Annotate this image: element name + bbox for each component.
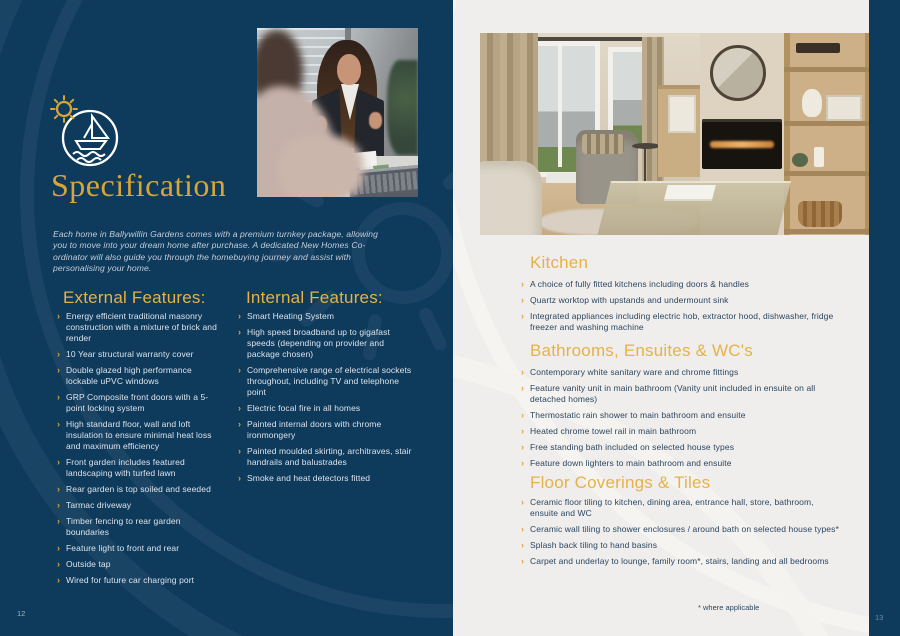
chevron-bullet-icon: ›	[521, 497, 524, 507]
chevron-bullet-icon: ›	[521, 311, 524, 321]
feature-text: High standard floor, wall and loft insulation to ensure minimal heat loss and maximum efficiency	[66, 419, 212, 451]
feature-item	[57, 349, 229, 360]
feature-item	[521, 524, 851, 535]
feature-text: Wired for future car charging port	[66, 575, 195, 585]
chevron-bullet-icon: ›	[57, 311, 60, 321]
coffee-table-books	[664, 185, 715, 199]
office-plant	[387, 60, 418, 155]
shelf	[784, 67, 869, 72]
feature-text: Comprehensive range of electrical sockets throughout, including TV and telephone point	[247, 365, 412, 397]
shelf-decor	[796, 43, 840, 53]
right-edge-band	[869, 0, 900, 636]
feature-item	[57, 559, 229, 570]
chevron-bullet-icon: ›	[57, 349, 60, 359]
feature-text: Feature down lighters to main bathroom and ensuite	[530, 458, 732, 468]
chevron-bullet-icon: ›	[57, 365, 60, 375]
feature-text: Thermostatic rain shower to main bathroom and ensuite	[530, 410, 746, 420]
internal-features-list	[238, 311, 418, 489]
feature-text: Feature vanity unit in main bathroom (Vanity unit included in ensuite on all detached homes)	[530, 383, 816, 404]
feature-text: Rear garden is top soiled and seeded	[66, 484, 211, 494]
feature-item	[57, 311, 229, 344]
feature-text: Outside tap	[66, 559, 111, 569]
chevron-bullet-icon: ›	[521, 367, 524, 377]
feature-text: Smart Heating System	[247, 311, 335, 321]
feature-text: Double glazed high performance lockable uPVC windows	[66, 365, 192, 386]
feature-item	[521, 367, 851, 378]
floor-coverings-heading: Floor Coverings & Tiles	[530, 473, 711, 492]
feature-item	[57, 500, 229, 511]
feature-item	[238, 473, 418, 484]
chevron-bullet-icon: ›	[238, 473, 241, 483]
floor-coverings-list	[521, 497, 851, 572]
feature-item	[57, 484, 229, 495]
feature-text: Quartz worktop with upstands and undermount sink	[530, 295, 729, 305]
feature-item	[521, 556, 851, 567]
chevron-bullet-icon: ›	[57, 392, 60, 402]
external-features-list	[57, 311, 229, 591]
feature-item	[521, 410, 851, 421]
feature-item	[521, 442, 851, 453]
feature-item	[238, 446, 418, 468]
sofa	[480, 161, 542, 235]
advisor-face	[337, 54, 361, 85]
chevron-bullet-icon: ›	[521, 426, 524, 436]
feature-item	[521, 295, 851, 306]
chevron-bullet-icon: ›	[57, 500, 60, 510]
feature-item	[521, 311, 851, 333]
chevron-bullet-icon: ›	[521, 383, 524, 393]
feature-item	[238, 365, 418, 398]
feature-text: Front garden includes featured landscaping with turfed lawn	[66, 457, 185, 478]
feature-item	[238, 403, 418, 414]
feature-item	[57, 543, 229, 554]
page-number-right: 13	[875, 613, 884, 622]
client-foreground	[279, 136, 363, 197]
cushion	[582, 134, 624, 154]
chevron-bullet-icon: ›	[521, 524, 524, 534]
feature-item	[521, 540, 851, 551]
chevron-bullet-icon: ›	[57, 575, 60, 585]
chevron-bullet-icon: ›	[521, 442, 524, 452]
feature-text: Integrated appliances including electric hob, extractor hood, dishwasher, fridge freezer and washing machine	[530, 311, 834, 332]
feature-text: Contemporary white sanitary ware and chrome fittings	[530, 367, 739, 377]
feature-text: Splash back tiling to hand basins	[530, 540, 658, 550]
feature-item	[238, 419, 418, 441]
feature-item	[238, 327, 418, 360]
chevron-bullet-icon: ›	[521, 540, 524, 550]
feature-text: Electric focal fire in all homes	[247, 403, 361, 413]
page-number-left: 12	[17, 609, 26, 618]
chevron-bullet-icon: ›	[521, 556, 524, 566]
round-mirror	[710, 45, 766, 101]
feature-text: Heated chrome towel rail in main bathroom	[530, 426, 697, 436]
feature-text: Ceramic wall tiling to shower enclosures / around bath on selected house types*	[530, 524, 839, 534]
chevron-bullet-icon: ›	[238, 446, 241, 456]
bathrooms-list	[521, 367, 851, 474]
feature-text: Painted moulded skirting, architraves, stair handrails and balustrades	[247, 446, 412, 467]
side-table-leg	[644, 148, 646, 182]
internal-features-heading: Internal Features:	[246, 288, 383, 307]
feature-text: 10 Year structural warranty cover	[66, 349, 194, 359]
feature-text: Timber fencing to rear garden boundaries	[66, 516, 181, 537]
living-room-photo	[480, 33, 869, 235]
feature-text: Carpet and underlay to lounge, family room*, stairs, landing and all bedrooms	[530, 556, 829, 566]
footnote: * where applicable	[698, 603, 760, 612]
feature-text: Feature light to front and rear	[66, 543, 180, 553]
feature-text: Tarmac driveway	[66, 500, 132, 510]
chevron-bullet-icon: ›	[238, 365, 241, 375]
feature-text: High speed broadband up to gigafast speeds (depending on provider and package chosen)	[247, 327, 390, 359]
feature-item	[57, 457, 229, 479]
bathrooms-heading: Bathrooms, Ensuites & WC's	[530, 341, 753, 360]
candle	[814, 147, 824, 167]
shelf	[784, 171, 869, 176]
page-title: Specification	[51, 167, 227, 203]
chevron-bullet-icon: ›	[57, 484, 60, 494]
chevron-bullet-icon: ›	[238, 327, 241, 337]
window-mullion	[558, 41, 562, 167]
feature-text: Smoke and heat detectors fitted	[247, 473, 371, 483]
shelf	[784, 229, 869, 234]
chevron-bullet-icon: ›	[238, 311, 241, 321]
fireplace-flame	[710, 141, 774, 148]
feature-item	[57, 392, 229, 414]
feature-text: Ceramic floor tiling to kitchen, dining area, entrance hall, store, bathroom, ensuite and WC	[530, 497, 814, 518]
chevron-bullet-icon: ›	[57, 419, 60, 429]
feature-item	[238, 311, 418, 322]
chevron-bullet-icon: ›	[521, 295, 524, 305]
feature-item	[521, 497, 851, 519]
feature-text: A choice of fully fitted kitchens including doors & handles	[530, 279, 749, 289]
chevron-bullet-icon: ›	[238, 403, 241, 413]
feature-item	[521, 426, 851, 437]
framed-print	[826, 95, 862, 121]
feature-item	[521, 279, 851, 290]
chevron-bullet-icon: ›	[57, 457, 60, 467]
basket	[798, 201, 842, 227]
shelf	[784, 121, 869, 126]
chevron-bullet-icon: ›	[521, 458, 524, 468]
feature-text: Painted internal doors with chrome ironmongery	[247, 419, 382, 440]
advisor-hand	[369, 112, 382, 129]
feature-item	[57, 365, 229, 387]
feature-item	[521, 383, 851, 405]
sun-sailboat-logo-icon	[44, 94, 122, 172]
vase	[802, 89, 822, 117]
consultation-photo	[257, 28, 418, 197]
feature-item	[57, 575, 229, 586]
feature-text: Energy efficient traditional masonry construction with a mixture of brick and render	[66, 311, 217, 343]
feature-text: GRP Composite front doors with a 5-point locking system	[66, 392, 209, 413]
feature-item	[521, 458, 851, 469]
chevron-bullet-icon: ›	[521, 279, 524, 289]
feature-item	[57, 516, 229, 538]
external-features-heading: External Features:	[63, 288, 206, 307]
chevron-bullet-icon: ›	[57, 516, 60, 526]
chevron-bullet-icon: ›	[521, 410, 524, 420]
chevron-bullet-icon: ›	[238, 419, 241, 429]
kitchen-list	[521, 279, 851, 338]
plant	[792, 153, 808, 167]
side-table	[632, 143, 660, 149]
chevron-bullet-icon: ›	[57, 543, 60, 553]
kitchen-heading: Kitchen	[530, 253, 589, 272]
chevron-bullet-icon: ›	[57, 559, 60, 569]
framed-print	[668, 95, 696, 133]
feature-text: Free standing bath included on selected house types	[530, 442, 735, 452]
intro-paragraph: Each home in Ballywillin Gardens comes with a premium turnkey package, allowing you to move into your dream home after purchase. A dedicated New Homes Co-ordinator will also guide you through the homebuying journey and assist with personalising your home.	[53, 228, 379, 274]
feature-item	[57, 419, 229, 452]
